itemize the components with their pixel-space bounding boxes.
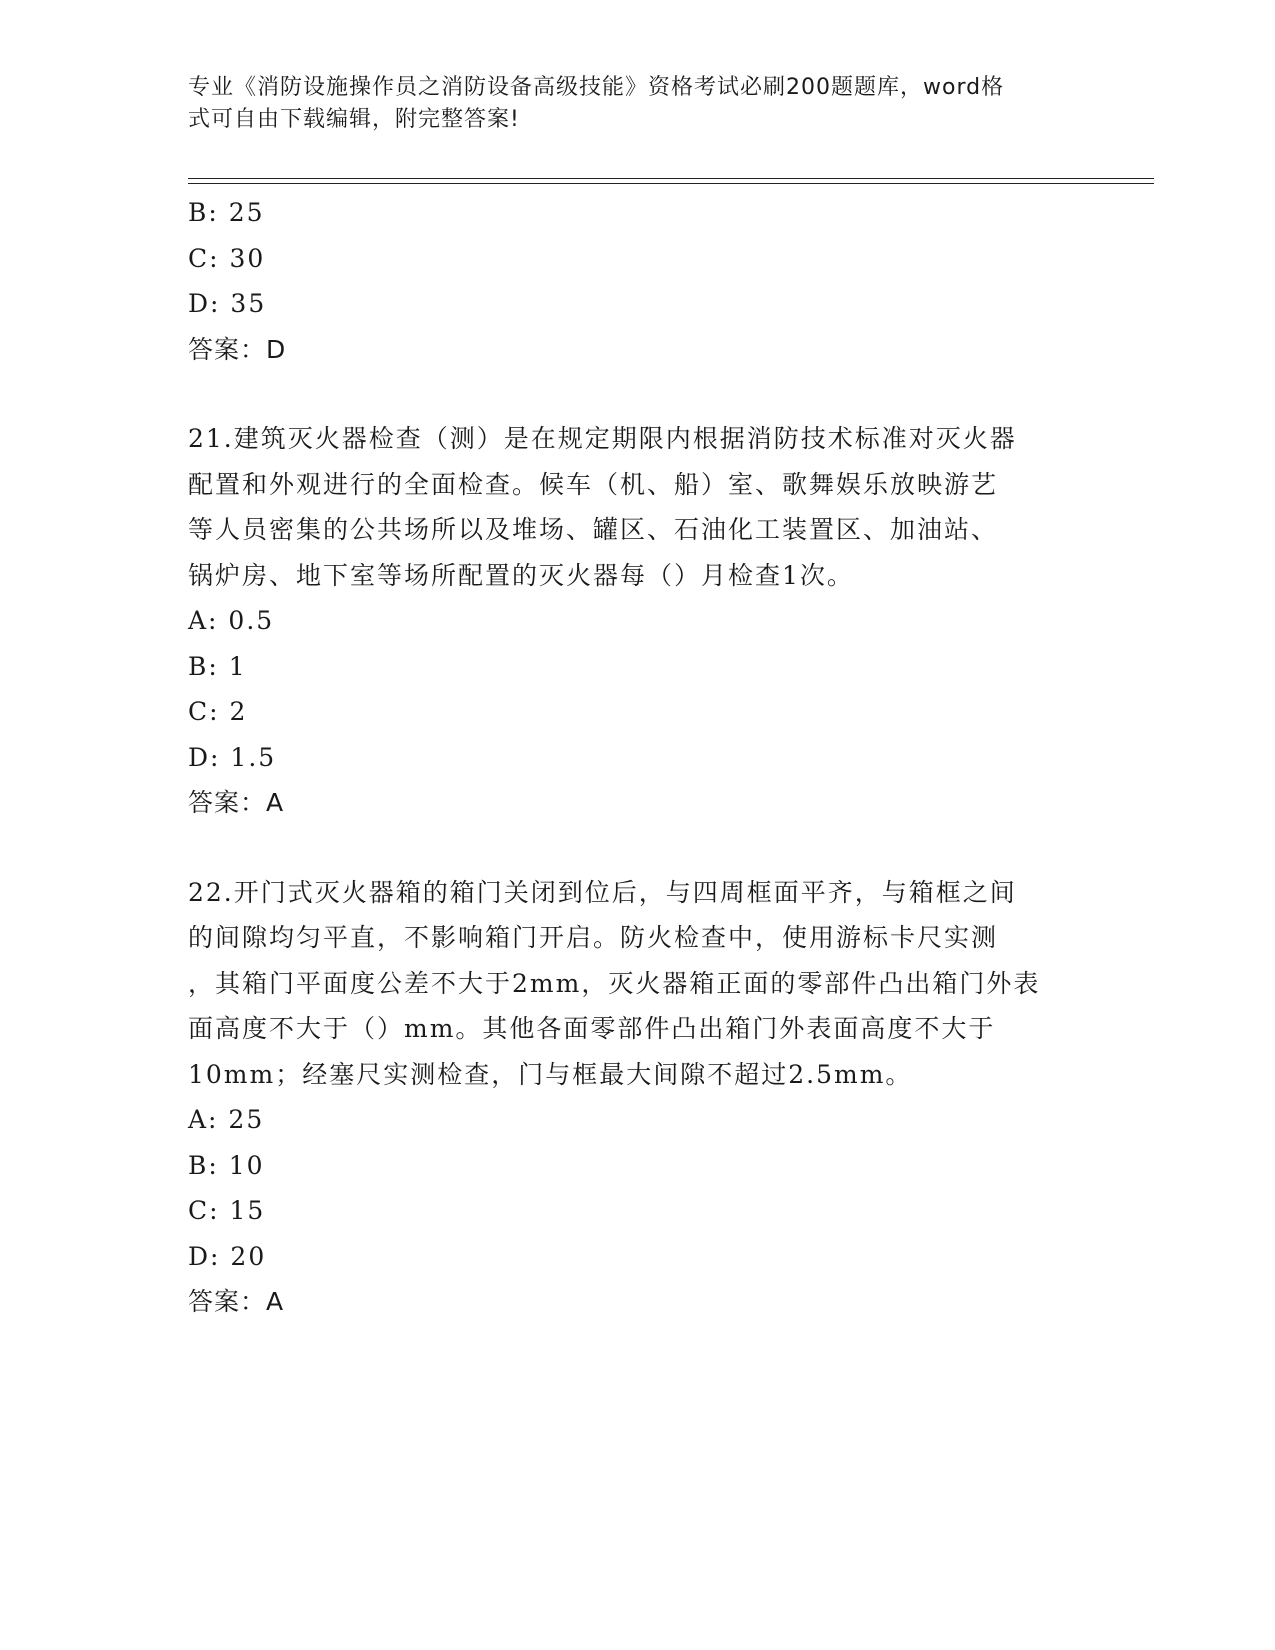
question-20-tail <box>188 190 1088 372</box>
header-line-1: 专业《消防设施操作员之消防设备高级技能》资格考试必刷200题题库，word格 <box>188 75 1005 100</box>
question-text-line: 锅炉房、地下室等场所配置的灭火器每（）月检查1次。 <box>188 560 854 590</box>
answer-line: 答案：A <box>188 788 285 817</box>
option-d: D: 20 <box>188 1241 267 1271</box>
question-text-line: 21.建筑灭火器检查（测）是在规定期限内根据消防技术标准对灭火器 <box>188 424 1017 453</box>
answer-line: 答案：A <box>188 1287 285 1316</box>
header-divider-bottom <box>188 183 1154 184</box>
question-text-line: 等人员密集的公共场所以及堆场、罐区、石油化工装置区、加油站、 <box>188 515 999 544</box>
question-text-line: 配置和外观进行的全面检查。候车（机、船）室、歌舞娱乐放映游艺 <box>188 469 999 499</box>
option-d: D: 1.5 <box>188 742 277 772</box>
question-22 <box>188 870 1088 1325</box>
question-text-line: ，其箱门平面度公差不大于2mm，灭火器箱正面的零部件凸出箱门外表 <box>188 968 1041 998</box>
option-a: A: 0.5 <box>188 606 275 635</box>
question-text-line: 22.开门式灭火器箱的箱门关闭到位后，与四周框面平齐，与箱框之间 <box>188 877 1017 907</box>
spacer <box>188 826 1088 870</box>
question-content <box>188 190 1088 1325</box>
question-text-line: 10mm；经塞尺实测检查，门与框最大间隙不超过2.5mm。 <box>188 1059 913 1089</box>
option-d: D: 35 <box>188 289 267 318</box>
header-line-2: 式可自由下载编辑，附完整答案! <box>188 107 520 132</box>
option-b: B: 10 <box>188 1150 265 1180</box>
question-text-line: 的间隙均匀平直，不影响箱门开启。防火检查中，使用游标卡尺实测 <box>188 923 999 952</box>
option-b: B: 25 <box>188 198 265 227</box>
option-c: C: 30 <box>188 243 266 273</box>
question-text-line: 面高度不大于（）mm。其他各面零部件凸出箱门外表面高度不大于 <box>188 1014 996 1043</box>
question-21 <box>188 416 1088 826</box>
spacer <box>188 372 1088 416</box>
option-c: C: 2 <box>188 697 248 726</box>
header-divider-top <box>188 178 1154 179</box>
option-a: A: 25 <box>188 1105 265 1134</box>
document-header <box>188 72 1068 136</box>
option-b: B: 1 <box>188 651 247 681</box>
option-c: C: 15 <box>188 1196 266 1225</box>
answer-line: 答案：D <box>188 334 287 364</box>
